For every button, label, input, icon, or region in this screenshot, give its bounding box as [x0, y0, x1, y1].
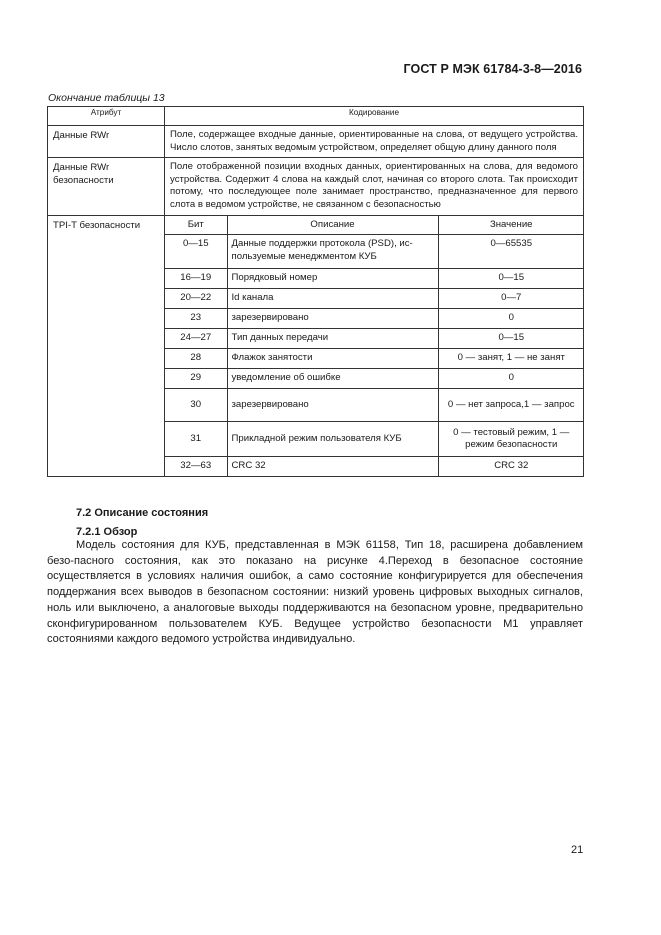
row-coding: Поле отображенной позиции входных данных, ориентированных на слова, для ведомого устройства. Содержит 4 слова на каждый слот, начиная со второго слота. Так происходит потому, что последующее поле занимает пространство, предназначенное для первого слота в ведомом устройстве, не связанном с безопасностью	[165, 158, 584, 215]
table-header-row	[48, 107, 584, 126]
subtable-row	[165, 235, 584, 269]
tpi-subtable-cell	[165, 215, 584, 476]
page-number: 21	[571, 844, 584, 856]
subtable-row	[165, 309, 584, 329]
table-row	[48, 126, 584, 158]
subtable-row	[165, 389, 584, 422]
tpi-subtable	[165, 216, 584, 476]
bit-cell: 29	[165, 369, 227, 389]
value-cell: 0 — нет запроса,1 — запрос	[438, 389, 584, 422]
bit-cell: 20—22	[165, 289, 227, 309]
value-cell: CRC 32	[494, 460, 529, 472]
subtable-row	[165, 289, 584, 309]
description-cell: Данные поддержки протокола (PSD), ис-пользуемые менеджментом КУБ	[227, 235, 438, 269]
col-header-value: Значение	[438, 216, 584, 235]
value-cell: 0	[438, 369, 584, 389]
value-cell: 0—15	[438, 269, 584, 289]
col-header-description: Описание	[227, 216, 438, 235]
description-cell: Id канала	[227, 289, 438, 309]
bit-cell: 23	[165, 309, 227, 329]
bit-cell: 0—15	[165, 235, 227, 269]
description-cell: Порядковый номер	[227, 269, 438, 289]
bit-cell: 24—27	[165, 329, 227, 349]
col-header-attribute: Атрибут	[48, 107, 165, 126]
description-cell: Прикладной режим пользователя КУБ	[227, 422, 438, 457]
table-row	[48, 158, 584, 215]
description-cell: Тип данных передачи	[227, 329, 438, 349]
subtable-row	[165, 329, 584, 349]
table-13	[47, 106, 584, 477]
col-header-bit: Бит	[165, 216, 227, 235]
description-cell: зарезервировано	[227, 309, 438, 329]
bit-cell: 16—19	[165, 269, 227, 289]
subsection-heading: 7.2.1 Обзор	[76, 526, 138, 538]
standard-number: ГОСТ Р МЭК 61784-3-8—2016	[403, 62, 582, 76]
body-paragraph: Модель состояния для КУБ, представленная в МЭК 61158, Тип 18, расширена добавлением безо-пасного состояния, как это показано на рисунке 4.Переход в безопасное состояние осуществляется в условиях наличия ошибок, а само состояние конфигурируется для обеспечения поддержания всех выводов в безопасном состоянии: низкий уровень цифровых выходных сигналов, ноль или выключено, а аналоговые выходы поддерживаются на безопасном уровне, предварительно сконфигурированном пользователем КУБ. Ведущее устройство безопасности М1 управляет состояниями каждого ведомого устройства индивидуально.	[47, 539, 583, 646]
subtable-row	[165, 457, 584, 476]
row-attribute: Данные RWr безопасности	[48, 158, 165, 215]
description-cell: уведомление об ошибке	[227, 369, 438, 389]
section-heading: 7.2 Описание состояния	[76, 507, 209, 519]
value-cell: 0 — тестовый режим, 1 — режим безопасности	[438, 422, 584, 457]
value-cell: 0—15	[438, 329, 584, 349]
description-cell: CRC 32	[227, 457, 438, 476]
value-cell: 0 — занят, 1 — не занят	[438, 349, 584, 369]
bit-cell: 28	[165, 349, 227, 369]
row-attribute: TPI-T безопасности	[48, 215, 165, 476]
bit-cell: 31	[165, 422, 227, 457]
value-cell: 0—7	[438, 289, 584, 309]
bit-cell: 30	[165, 389, 227, 422]
table-row-tpi	[48, 215, 584, 476]
subtable-header-row	[165, 216, 584, 235]
row-coding: Поле, содержащее входные данные, ориентированные на слова, от ведущего устройства. Число слотов, занятых ведомым устройством, определяет общую длину данного поля	[165, 126, 584, 158]
subtable-row	[165, 349, 584, 369]
col-header-coding: Кодирование	[165, 107, 584, 126]
subtable-row	[165, 369, 584, 389]
description-cell: Флажок занятости	[227, 349, 438, 369]
value-cell: 0—65535	[438, 235, 584, 269]
bit-cell: 32—63	[165, 457, 227, 476]
description-cell: зарезервировано	[227, 389, 438, 422]
value-cell: 0	[438, 309, 584, 329]
table-continuation-caption: Окончание таблицы 13	[48, 92, 165, 104]
subtable-row	[165, 422, 584, 457]
row-attribute: Данные RWr	[48, 126, 165, 158]
subtable-row	[165, 269, 584, 289]
